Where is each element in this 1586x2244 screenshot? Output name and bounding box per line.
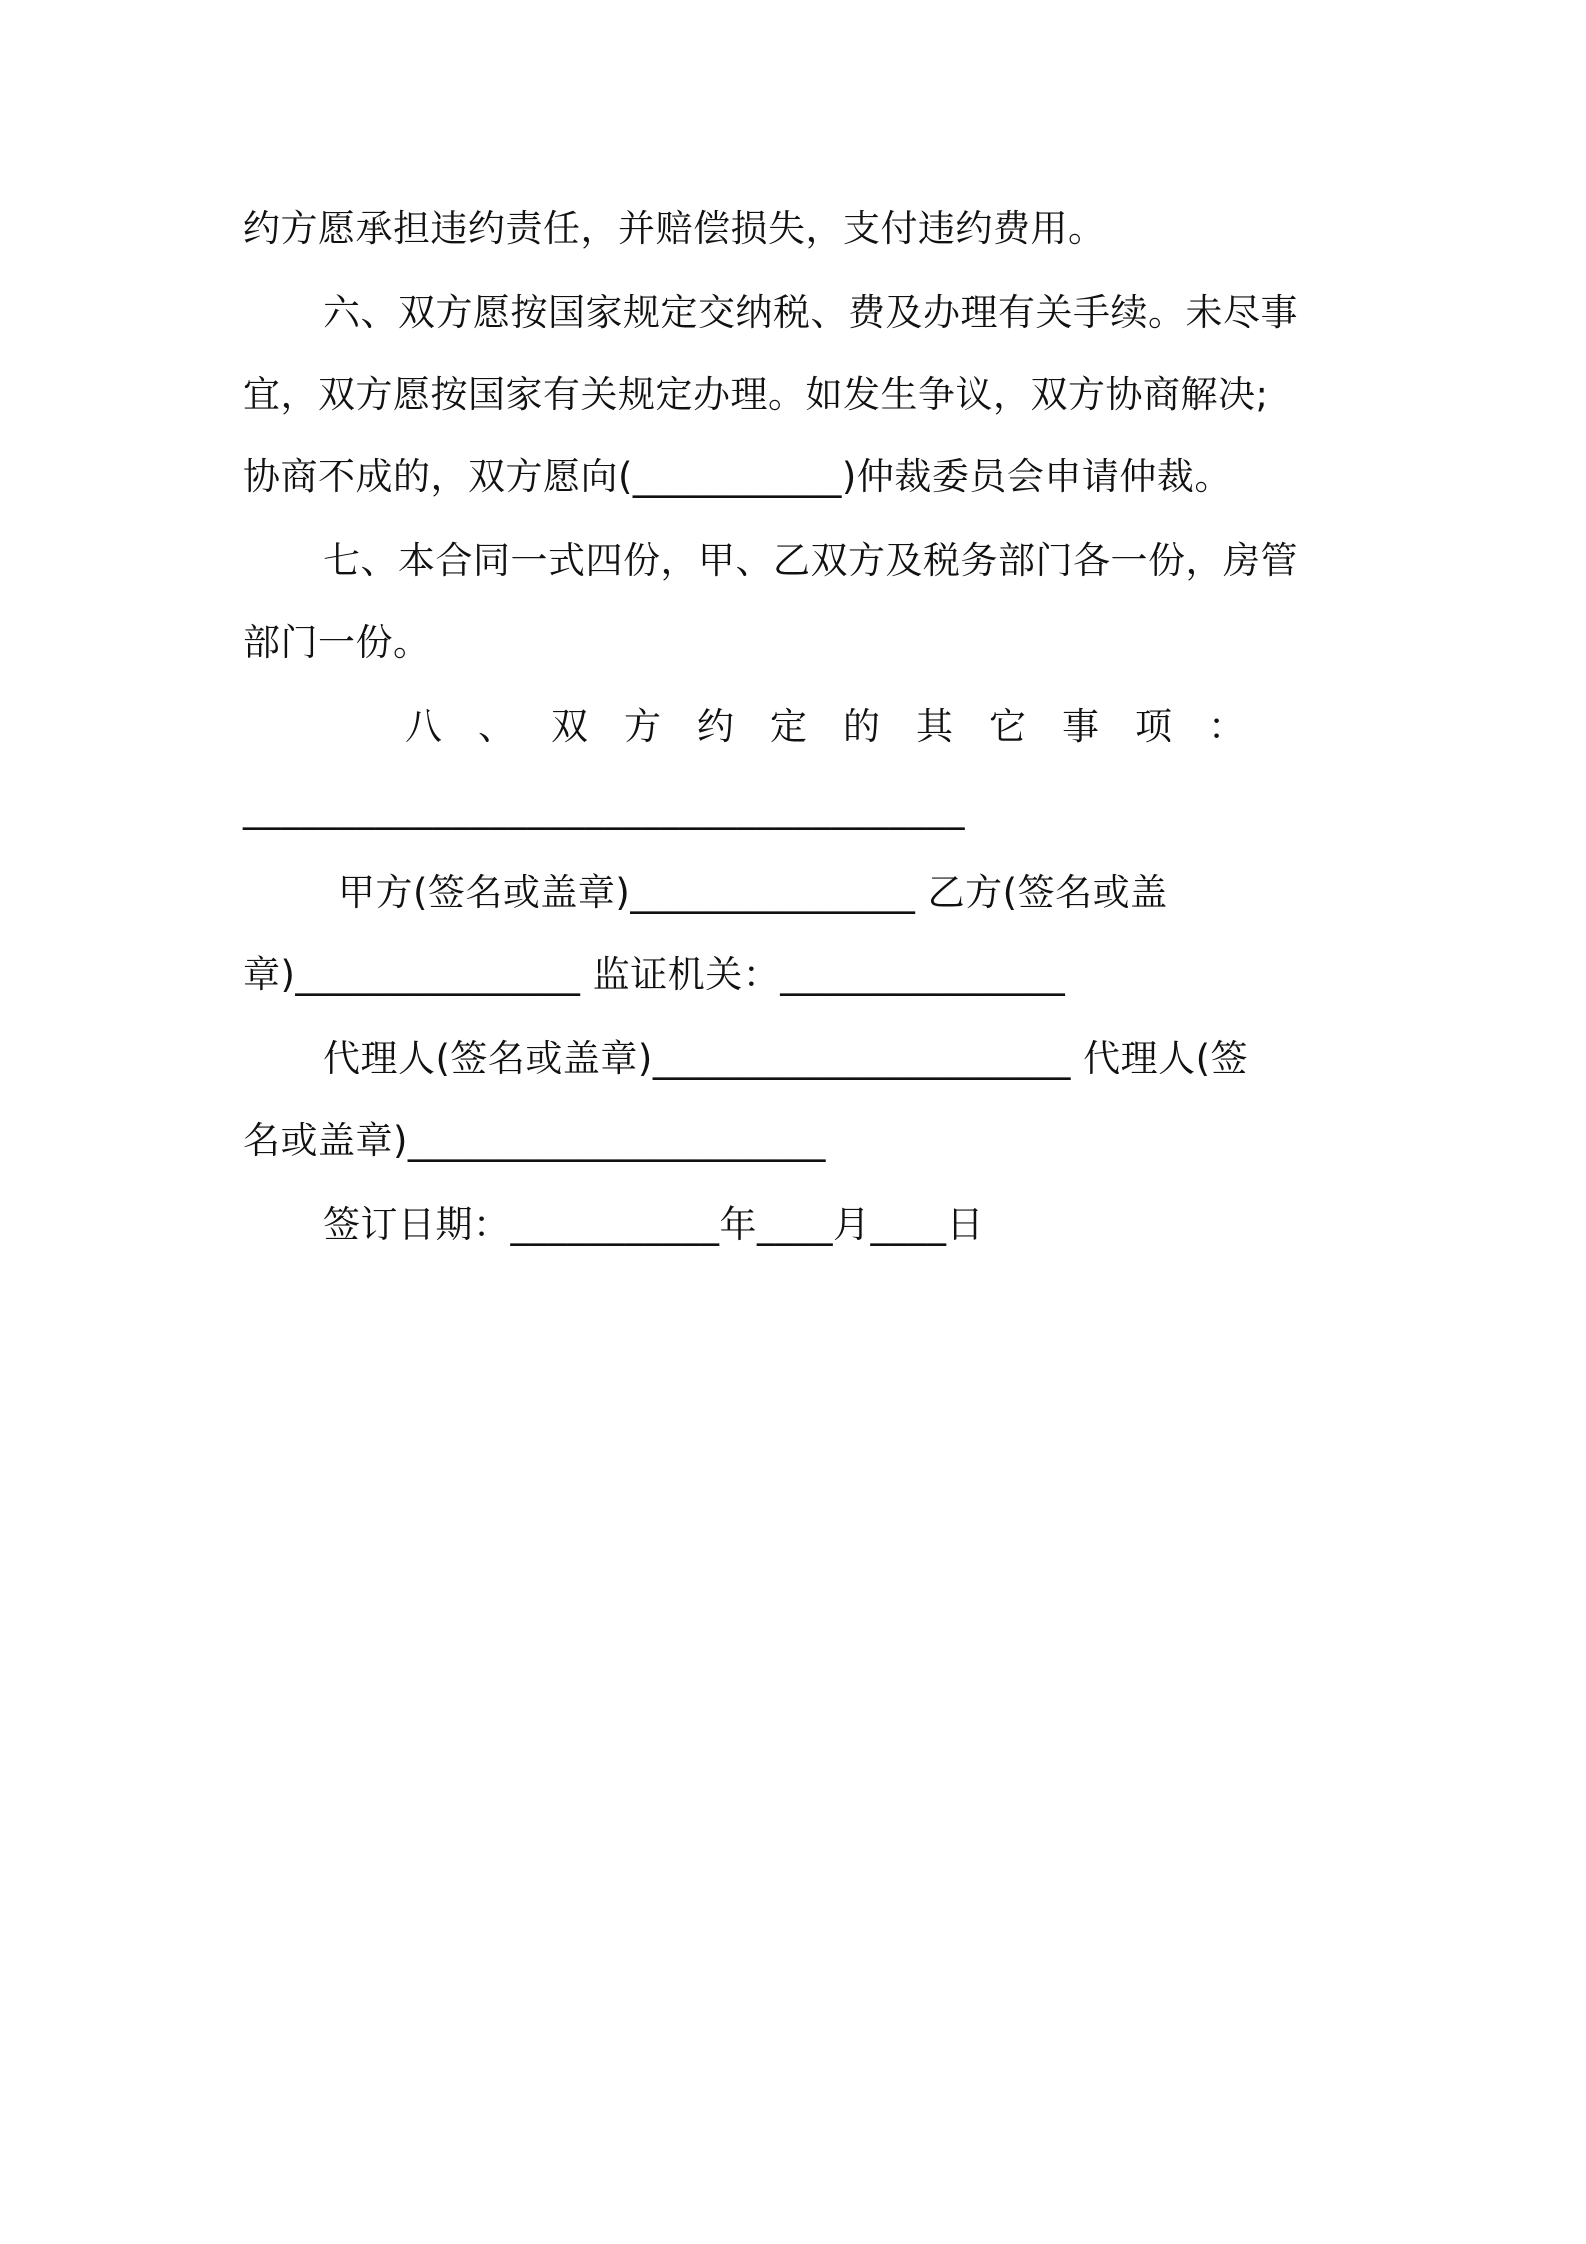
paragraph-8-blank-line: ______________________________________ — [243, 787, 965, 830]
paragraph-6-line-2: 宜，双方愿按国家有关规定办理。如发生争议，双方协商解决; — [243, 373, 1269, 416]
paragraph-5-end: 约方愿承担违约责任，并赔偿损失，支付违约费用。 — [243, 207, 1106, 250]
signing-date: 签订日期：___________年____月____日 — [323, 1203, 984, 1246]
paragraph-8-heading: 八、双方约定的其它事项： — [405, 705, 1281, 748]
paragraph-6-line-3: 协商不成的，双方愿向(___________)仲裁委员会申请仲裁。 — [243, 455, 1232, 498]
paragraph-6-line-1: 六、双方愿按国家规定交纳税、费及办理有关手续。未尽事 — [323, 291, 1298, 334]
party-b-signature-line: 章)_______________ 监证机关：_______________ — [243, 953, 1066, 996]
paragraph-7-line-2: 部门一份。 — [243, 621, 431, 664]
party-a-signature-line: 甲方(签名或盖章)_______________ 乙方(签名或盖 — [338, 871, 1168, 914]
paragraph-7-line-1: 七、本合同一式四份，甲、乙双方及税务部门各一份，房管 — [323, 539, 1298, 582]
agent-signature-continuation: 名或盖章)______________________ — [243, 1119, 826, 1162]
agent-signature-line: 代理人(签名或盖章)______________________ 代理人(签 — [323, 1037, 1249, 1080]
